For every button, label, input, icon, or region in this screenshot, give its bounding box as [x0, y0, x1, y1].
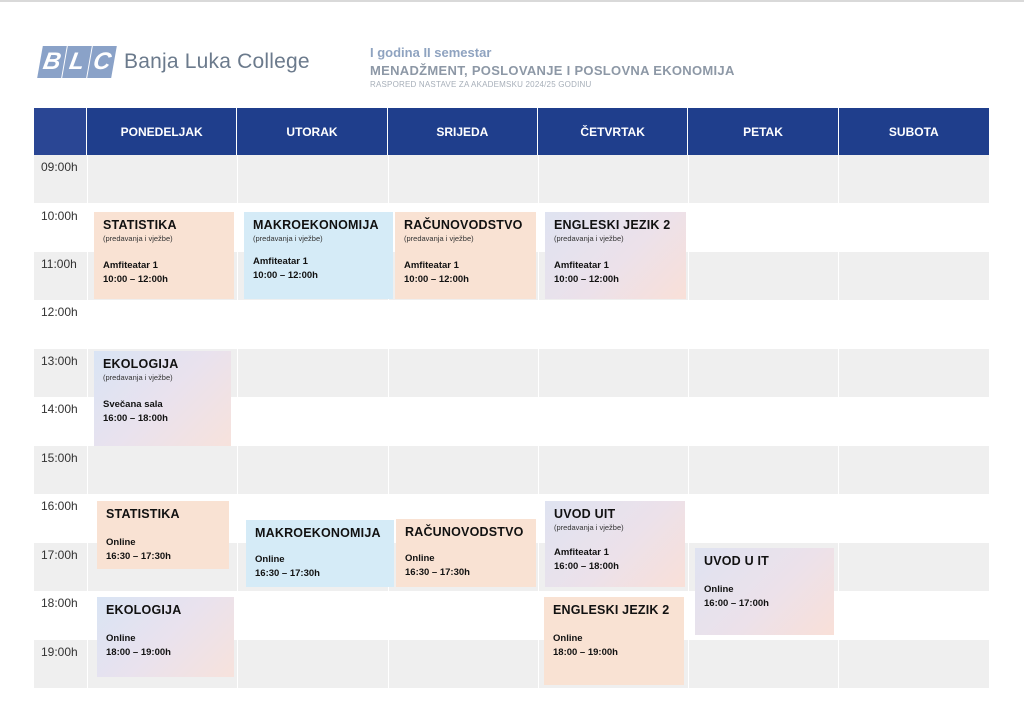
- time-label: 11:00h: [41, 257, 77, 271]
- class-card-racunovodstvo[interactable]: [395, 212, 536, 299]
- time-row: [34, 446, 989, 494]
- class-card-ekologija[interactable]: [94, 351, 231, 446]
- class-time: 16:30 – 17:30h: [405, 567, 470, 578]
- class-title: STATISTIKA: [106, 507, 180, 521]
- class-note: (predavanja i vježbe): [554, 234, 624, 243]
- day-header-saturday: SUBOTA: [888, 124, 939, 139]
- class-room: Amfiteatar 1: [554, 547, 609, 558]
- class-title: EKOLOGIJA: [106, 603, 182, 617]
- class-card-engleski-jezik-online[interactable]: [544, 597, 684, 685]
- day-header-thursday: ČETVRTAK: [538, 108, 688, 155]
- class-card-makroekonomija-online[interactable]: [246, 520, 394, 587]
- class-note: (predavanja i vježbe): [404, 234, 474, 243]
- logo-letter-b: B: [37, 46, 67, 78]
- class-title: STATISTIKA: [103, 218, 177, 232]
- column-divider: [538, 155, 539, 689]
- class-room: Online: [405, 553, 435, 564]
- time-label: 12:00h: [41, 305, 78, 319]
- class-card-racunovodstvo-online[interactable]: [396, 519, 536, 587]
- class-time: 10:00 – 12:00h: [554, 274, 619, 285]
- time-label: 09:00h: [41, 160, 78, 174]
- class-title: ENGLESKI JEZIK 2: [554, 218, 671, 232]
- class-note: (predavanja i vježbe): [103, 373, 173, 382]
- class-title: ENGLESKI JEZIK 2: [553, 603, 670, 617]
- day-header-wednesday: SRIJEDA: [388, 108, 538, 155]
- class-card-engleski-jezik[interactable]: [545, 212, 686, 299]
- day-header-monday: PONEDELJAK: [87, 108, 237, 155]
- class-room: Online: [704, 584, 734, 595]
- class-time: 10:00 – 12:00h: [404, 274, 469, 285]
- class-card-statistika-online[interactable]: [97, 501, 229, 569]
- class-room: Amfiteatar 1: [554, 260, 609, 271]
- column-divider: [237, 155, 238, 689]
- class-note: (predavanja i vježbe): [253, 234, 323, 243]
- class-title: EKOLOGIJA: [103, 357, 179, 371]
- time-label: 18:00h: [41, 596, 78, 610]
- time-label: 13:00h: [41, 354, 78, 368]
- header-corner: [34, 108, 87, 155]
- class-time: 16:00 – 17:00h: [704, 598, 769, 609]
- time-label: 16:00h: [41, 499, 78, 513]
- column-divider: [688, 155, 689, 689]
- column-divider: [87, 155, 88, 689]
- time-label: 10:00h: [41, 209, 78, 223]
- class-title: UVOD UIT: [554, 507, 616, 521]
- semester-label: I godina II semestar: [370, 45, 492, 60]
- class-note: (predavanja i vježbe): [554, 523, 624, 532]
- college-name: Banja Luka College: [124, 50, 310, 73]
- top-border-line: [0, 0, 1024, 2]
- class-note: (predavanja i vježbe): [103, 234, 173, 243]
- class-room: Online: [553, 633, 583, 644]
- class-time: 10:00 – 12:00h: [253, 270, 318, 281]
- time-row: [34, 300, 989, 348]
- day-header-friday: PETAK: [688, 108, 838, 155]
- class-card-uvod-uit[interactable]: [545, 501, 685, 587]
- class-room: Online: [106, 633, 136, 644]
- class-title: RAČUNOVODSTVO: [405, 525, 524, 539]
- class-time: 10:00 – 12:00h: [103, 274, 168, 285]
- column-divider: [838, 155, 839, 689]
- schedule-subtitle: RASPORED NASTAVE ZA AKADEMSKU 2024/25 GODINU: [370, 80, 592, 89]
- time-row: [34, 155, 989, 203]
- class-time: 16:30 – 17:30h: [255, 568, 320, 579]
- time-label: 14:00h: [41, 402, 78, 416]
- class-title: UVOD U IT: [704, 554, 769, 568]
- class-time: 18:00 – 19:00h: [106, 647, 171, 658]
- class-card-ekologija-online[interactable]: [97, 597, 234, 677]
- class-title: MAKROEKONOMIJA: [253, 218, 379, 232]
- class-room: Online: [255, 554, 285, 565]
- class-room: Svečana sala: [103, 399, 163, 410]
- class-room: Amfiteatar 1: [404, 260, 459, 271]
- blc-logo: [40, 46, 115, 78]
- class-card-uvod-u-it[interactable]: [695, 548, 834, 635]
- class-title: RAČUNOVODSTVO: [404, 218, 523, 232]
- class-card-statistika[interactable]: [94, 212, 234, 299]
- class-card-makroekonomija[interactable]: [244, 212, 393, 299]
- class-time: 16:00 – 18:00h: [103, 413, 168, 424]
- time-label: 17:00h: [41, 548, 78, 562]
- class-time: 16:30 – 17:30h: [106, 551, 171, 562]
- day-header-tuesday: UTORAK: [237, 108, 387, 155]
- schedule-header-row: [34, 108, 989, 155]
- class-room: Amfiteatar 1: [103, 260, 158, 271]
- class-room: Amfiteatar 1: [253, 256, 308, 267]
- logo-letter-l: L: [62, 46, 92, 78]
- class-time: 16:00 – 18:00h: [554, 561, 619, 572]
- program-title: MENADŽMENT, POSLOVANJE I POSLOVNA EKONOMIJA: [370, 63, 735, 78]
- time-label: 19:00h: [41, 645, 78, 659]
- class-time: 18:00 – 19:00h: [553, 647, 618, 658]
- class-room: Online: [106, 537, 136, 548]
- logo-letter-c: C: [87, 46, 117, 78]
- time-label: 15:00h: [41, 451, 78, 465]
- class-title: MAKROEKONOMIJA: [255, 526, 381, 540]
